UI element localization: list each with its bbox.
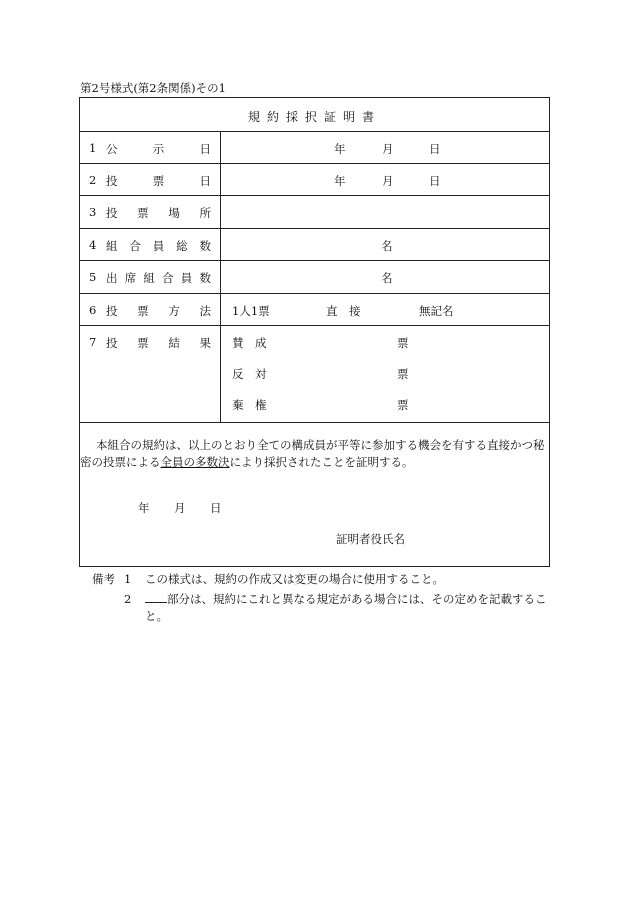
- row-label: 投 票 結 果: [106, 336, 211, 350]
- row-voting-date: [80, 163, 549, 196]
- one-person-one-vote: 1人1票: [232, 304, 270, 318]
- day-label: 日: [210, 501, 222, 515]
- row-voting-place: [80, 195, 549, 229]
- remark-text: この様式は、規約の作成又は変更の場合に使用すること。: [145, 572, 444, 586]
- day-label: 日: [429, 142, 441, 156]
- row-number: 4: [89, 238, 97, 252]
- certification-section: [80, 422, 549, 568]
- row-label-cell: [80, 325, 221, 422]
- form-title: 規約採択証明書: [247, 110, 381, 124]
- row-number: 7: [89, 335, 97, 349]
- row-label: 投 票 方 法: [106, 304, 211, 318]
- year-label: 年: [334, 142, 346, 156]
- remark-item: [92, 591, 552, 625]
- persons-unit: 名: [381, 271, 393, 285]
- month-label: 月: [174, 501, 186, 515]
- remarks-heading: 備考: [92, 572, 115, 586]
- form-number: 第2号様式(第2条関係)その1: [80, 81, 226, 95]
- certificate-form: [79, 97, 550, 567]
- certification-statement: 本組合の規約は、以上のとおり全ての構成員が平等に参加する機会を有する直接かつ秘密の投票による全員の多数決により採択されたことを証明する。: [80, 438, 545, 469]
- oppose-label: 反 対: [232, 367, 267, 381]
- row-number: 5: [89, 270, 97, 284]
- remark-item: [92, 571, 552, 588]
- abstain-label: 棄 権: [232, 398, 267, 412]
- remark-number: 1: [124, 572, 132, 586]
- remark-number: 2: [124, 592, 132, 606]
- remark-text: 部分は、規約にこれと異なる規定がある場合には、その定めを記載すること。: [145, 592, 547, 623]
- row-number: 1: [89, 141, 97, 155]
- row-label-cell: [80, 195, 221, 228]
- underline-marker: [145, 592, 167, 603]
- row-label-cell: [80, 163, 221, 195]
- votes-unit: 票: [397, 398, 409, 412]
- votes-unit: 票: [397, 336, 409, 350]
- row-number: 3: [89, 205, 97, 219]
- persons-unit: 名: [381, 239, 393, 253]
- month-label: 月: [382, 142, 394, 156]
- remarks: [92, 571, 552, 625]
- approve-label: 賛 成: [232, 336, 267, 350]
- row-label: 組 合 員 総 数: [106, 239, 211, 253]
- row-number: 2: [89, 173, 97, 187]
- row-label-cell: [80, 293, 221, 325]
- row-number: 6: [89, 303, 97, 317]
- row-label: 投 票 日: [106, 174, 211, 188]
- row-announcement-date: [80, 131, 549, 164]
- row-label: 公 示 日: [106, 142, 211, 156]
- row-label: 投 票 場 所: [106, 206, 211, 220]
- direct-vote: 直 接: [326, 304, 361, 318]
- year-label: 年: [334, 174, 346, 188]
- row-voting-results: [80, 325, 549, 423]
- year-label: 年: [138, 501, 150, 515]
- row-voting-method: [80, 293, 549, 326]
- row-label: 出 席 組 合 員 数: [106, 271, 211, 285]
- row-label-cell: [80, 260, 221, 293]
- remark-text-container: [145, 591, 552, 625]
- row-total-members: [80, 228, 549, 261]
- title-row: [80, 98, 549, 132]
- votes-unit: 票: [397, 367, 409, 381]
- secret-ballot: 無記名: [419, 304, 454, 318]
- day-label: 日: [429, 174, 441, 188]
- row-label-cell: [80, 131, 221, 163]
- row-attending-members: [80, 260, 549, 294]
- row-label-cell: [80, 228, 221, 260]
- certifier-name-label: 証明者役氏名: [336, 532, 405, 546]
- underlined-phrase: 全員の多数決: [160, 455, 230, 469]
- month-label: 月: [382, 174, 394, 188]
